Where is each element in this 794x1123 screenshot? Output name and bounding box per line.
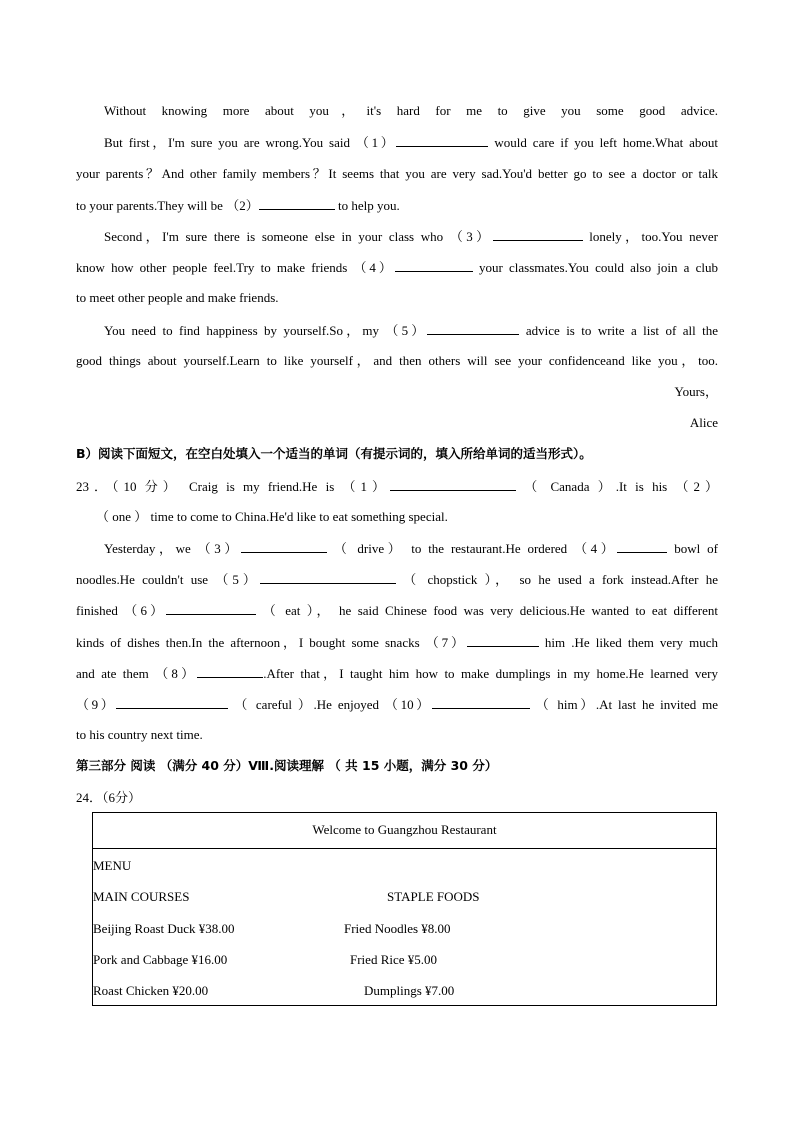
letter-line-6: know how other people feel.Try to make friends （4） your classmates.You could also join a club	[76, 260, 719, 275]
question-number-b1: （1）	[342, 479, 390, 494]
menu-table	[92, 812, 717, 1006]
hint-b1: （ Canada ）	[524, 479, 616, 494]
hint-b3: （ drive）	[333, 541, 405, 556]
answer-blank-4[interactable]	[395, 259, 473, 272]
question-number-b8: （8）	[155, 666, 198, 681]
hint-b9: （ careful ）	[234, 697, 314, 712]
letter-line-9: good things about yourself.Learn to like yourself，and then others will see your confidenceand like you，too.	[76, 353, 718, 368]
question-number-1: （1）	[355, 135, 397, 150]
letter-signature: Alice	[689, 415, 718, 430]
question-24-label: 24．（6分）	[76, 790, 142, 805]
staple-item-fried-noodles: Fried Noodles ¥8.00	[344, 921, 451, 936]
main-item-roast-chicken: Roast Chicken ¥20.00	[93, 983, 209, 998]
section-b-line-3: Yesterday，we （3） （ drive） to the restaurant.He ordered （4） bowl of	[104, 541, 718, 556]
hint-b5: （ chopstick ），	[403, 572, 513, 587]
section-b-line-5: finished （6） （ eat ）， he said Chinese food was very delicious.He wanted to eat different	[76, 603, 718, 618]
answer-blank-b8[interactable]	[197, 665, 263, 678]
answer-blank-b9[interactable]	[116, 696, 228, 709]
answer-blank-b7[interactable]	[467, 634, 539, 647]
staple-foods-header: STAPLE FOODS	[387, 889, 480, 904]
answer-blank-2[interactable]	[259, 197, 335, 210]
answer-blank-b5[interactable]	[260, 571, 396, 584]
answer-blank-1[interactable]	[396, 134, 488, 147]
question-number-5: （5）	[385, 323, 428, 338]
letter-line-3: your parents？And other family members？It seems that you are very sad.You'd better go to see a doctor or talk	[76, 166, 718, 181]
answer-blank-b4[interactable]	[617, 540, 667, 553]
question-number-b6: （6）	[124, 603, 167, 618]
answer-blank-b10[interactable]	[432, 696, 530, 709]
section-b-line-7: and ate them （8） .After that，I taught him how to make dumplings in my home.He learned very	[76, 666, 718, 681]
question-23-label: 23．（10 分）	[76, 479, 181, 494]
question-number-3: （3）	[449, 229, 493, 244]
menu-title: Welcome to Guangzhou Restaurant	[93, 813, 716, 849]
letter-line-8: You need to find happiness by yourself.So，my （5） advice is to write a list of all the	[104, 323, 718, 338]
section-b-line-8: （9） （ careful ）.He enjoyed （10） （ him）.At last he invited me	[76, 697, 719, 712]
letter-closing: Yours，	[674, 384, 718, 399]
hint-b2: （ one ）	[96, 509, 148, 524]
staple-item-dumplings: Dumplings ¥7.00	[364, 983, 455, 998]
section-b-line-1: 23．（10 分） Craig is my friend.He is （1） （ Canada ）.It is his （2）	[76, 479, 718, 494]
letter-line-7: to meet other people and make friends.	[76, 290, 279, 305]
letter-line-4: to your parents.They will be （2） to help you.	[76, 198, 400, 213]
main-item-pork-cabbage: Pork and Cabbage ¥16.00	[93, 952, 228, 967]
answer-blank-b3[interactable]	[241, 540, 327, 553]
section-b-line-9: to his country next time.	[76, 727, 203, 742]
part-3-heading: 第三部分 阅读 （满分 40 分）Ⅷ.阅读理解 （ 共 15 小题，满分 30 分）	[76, 758, 498, 773]
section-b-line-4: noodles.He couldn't use （5） （ chopstick ）， so he used a fork instead.After he	[76, 572, 719, 587]
section-b-instruction: B）阅读下面短文，在空白处填入一个适当的单词（有提示词的，填入所给单词的适当形式）。	[76, 446, 592, 461]
answer-blank-3[interactable]	[493, 228, 583, 241]
question-number-4: （4）	[353, 260, 395, 275]
answer-blank-b6[interactable]	[166, 602, 256, 615]
letter-line-2: But first，I'm sure you are wrong.You said （1） would care if you left home.What about	[104, 135, 719, 150]
question-number-b5: （5）	[215, 572, 260, 587]
section-b-line-2: （ one ） time to come to China.He'd like to eat something special.	[96, 509, 448, 524]
question-number-b3: （3）	[197, 541, 242, 556]
question-number-b9: （9）	[76, 697, 117, 712]
menu-label: MENU	[93, 858, 132, 873]
section-b-line-6: kinds of dishes then.In the afternoon，I bought some snacks （7） him .He liked them very much	[76, 635, 719, 650]
question-number-2: （2）	[226, 198, 259, 213]
letter-paragraph-1: Without knowing more about you，it's hard for me to give you some good advice.	[104, 103, 718, 118]
letter-line-5: Second，I'm sure there is someone else in your class who （3） lonely，too.You never	[104, 229, 719, 244]
question-number-b7: （7）	[425, 635, 467, 650]
main-courses-header: MAIN COURSES	[93, 889, 190, 904]
hint-b6: （ eat ），	[262, 603, 333, 618]
answer-blank-5[interactable]	[427, 322, 519, 335]
question-number-b4: （4）	[574, 541, 618, 556]
question-number-b2: （2）	[675, 479, 718, 494]
staple-item-fried-rice: Fried Rice ¥5.00	[350, 952, 438, 967]
hint-b10: （ him）	[535, 697, 596, 712]
question-number-b10: （10）	[384, 697, 432, 712]
answer-blank-b1[interactable]	[390, 478, 516, 491]
main-item-roast-duck: Beijing Roast Duck ¥38.00	[93, 921, 235, 936]
